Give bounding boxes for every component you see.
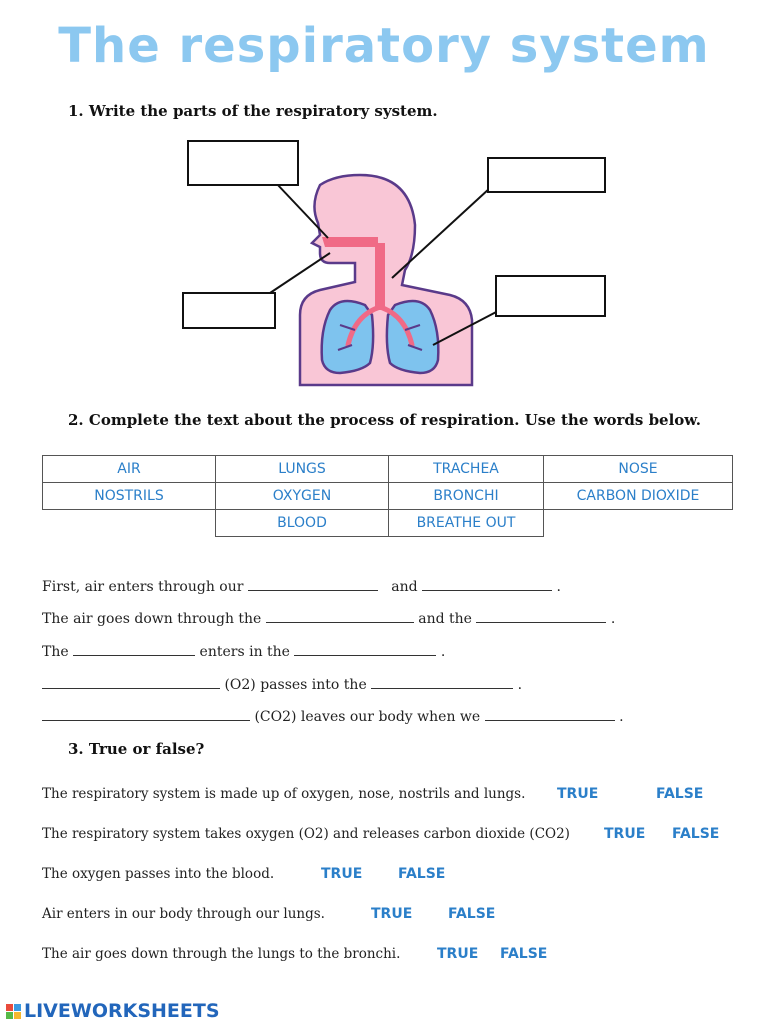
true-button[interactable]: TRUE xyxy=(371,906,413,922)
question-2-heading: 2. Complete the text about the process of respiration. Use the words below. xyxy=(68,411,701,429)
word-carbon-dioxide: CARBON DIOXIDE xyxy=(544,483,733,510)
word-oxygen: OXYGEN xyxy=(216,483,389,510)
word-trachea: TRACHEA xyxy=(389,456,544,483)
sentence-3: The enters in the . xyxy=(42,641,445,660)
true-button[interactable]: TRUE xyxy=(557,786,599,802)
blank-input[interactable] xyxy=(248,576,378,591)
false-button[interactable]: FALSE xyxy=(672,826,720,842)
blank-input[interactable] xyxy=(485,706,615,721)
label-box-nose[interactable] xyxy=(187,140,299,186)
page-title: The respiratory system xyxy=(58,18,710,74)
footer-brand: LIVEWORKSHEETS xyxy=(24,1000,220,1022)
blank-input[interactable] xyxy=(73,641,195,656)
blank-input[interactable] xyxy=(266,608,414,623)
word-nostrils: NOSTRILS xyxy=(43,483,216,510)
sentence-1: First, air enters through our and . xyxy=(42,576,561,595)
label-box-trachea[interactable] xyxy=(487,157,606,193)
blank-input[interactable] xyxy=(42,674,220,689)
word-bank xyxy=(42,455,733,537)
tf-statement-2: The respiratory system takes oxygen (O2) and releases carbon dioxide (CO2) xyxy=(42,826,570,842)
question-1-heading: 1. Write the parts of the respiratory system. xyxy=(68,102,438,120)
trachea xyxy=(375,243,385,310)
footer-logo[interactable] xyxy=(6,1000,220,1022)
question-3-heading: 3. True or false? xyxy=(68,740,205,758)
false-button[interactable]: FALSE xyxy=(656,786,704,802)
word-breathe-out: BREATHE OUT xyxy=(389,510,544,537)
blank-input[interactable] xyxy=(294,641,436,656)
blank-input[interactable] xyxy=(422,576,552,591)
word-empty xyxy=(544,510,733,537)
word-lungs: LUNGS xyxy=(216,456,389,483)
false-button[interactable]: FALSE xyxy=(500,946,548,962)
blank-input[interactable] xyxy=(476,608,606,623)
true-button[interactable]: TRUE xyxy=(604,826,646,842)
sentence-5: (CO2) leaves our body when we . xyxy=(42,706,624,725)
blank-input[interactable] xyxy=(371,674,513,689)
sentence-4: (O2) passes into the . xyxy=(42,674,522,693)
word-empty xyxy=(43,510,216,537)
tf-statement-3: The oxygen passes into the blood. xyxy=(42,866,275,882)
true-button[interactable]: TRUE xyxy=(321,866,363,882)
tf-statement-1: The respiratory system is made up of oxygen, nose, nostrils and lungs. xyxy=(42,786,526,802)
word-blood: BLOOD xyxy=(216,510,389,537)
label-box-mouth[interactable] xyxy=(182,292,276,329)
false-button[interactable]: FALSE xyxy=(398,866,446,882)
blank-input[interactable] xyxy=(42,706,250,721)
tf-statement-5: The air goes down through the lungs to the bronchi. xyxy=(42,946,401,962)
word-nose: NOSE xyxy=(544,456,733,483)
sentence-2: The air goes down through the and the . xyxy=(42,608,615,627)
tf-statement-4: Air enters in our body through our lungs. xyxy=(42,906,325,922)
false-button[interactable]: FALSE xyxy=(448,906,496,922)
label-box-lungs[interactable] xyxy=(495,275,606,317)
word-air: AIR xyxy=(43,456,216,483)
true-button[interactable]: TRUE xyxy=(437,946,479,962)
word-bronchi: BRONCHI xyxy=(389,483,544,510)
liveworksheets-logo-icon xyxy=(6,1004,21,1019)
